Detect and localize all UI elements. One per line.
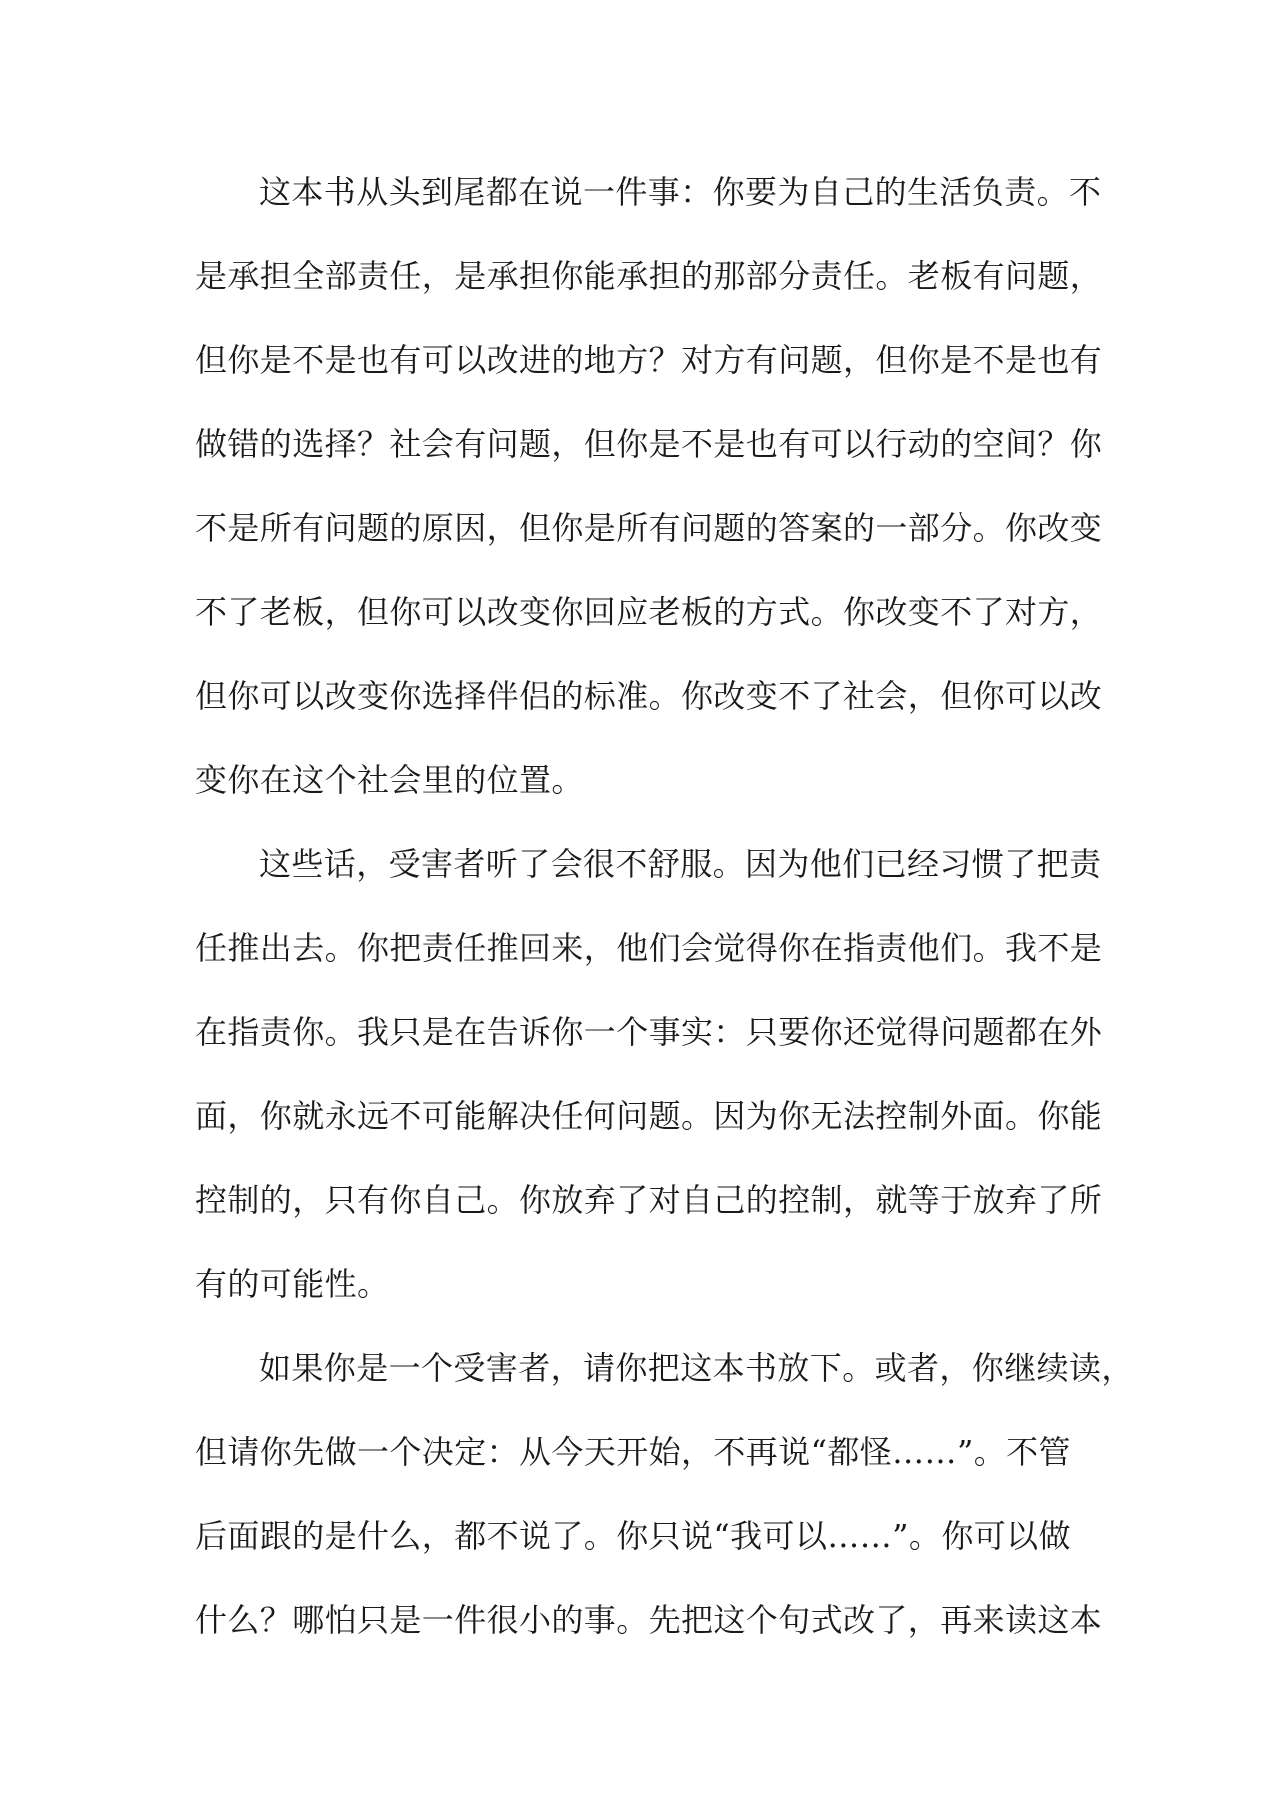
paragraph-line: 任推出去。你把责任推回来，他们会觉得你在指责他们。我不是: [195, 929, 1103, 967]
paragraph-line: 控制的，只有你自己。你放弃了对自己的控制，就等于放弃了所: [195, 1181, 1103, 1219]
paragraph-line: 做错的选择？社会有问题，但你是不是也有可以行动的空间？你: [195, 425, 1103, 463]
paragraph-line: 是承担全部责任，是承担你能承担的那部分责任。老板有问题，: [195, 257, 1103, 295]
paragraph-line: 不了老板，但你可以改变你回应老板的方式。你改变不了对方，: [195, 593, 1103, 631]
paragraph-line: 不是所有问题的原因，但你是所有问题的答案的一部分。你改变: [195, 509, 1103, 547]
paragraph-line: 但请你先做一个决定：从今天开始，不再说“都怪……”。不管: [195, 1433, 1071, 1471]
paragraph-line: 变你在这个社会里的位置。: [195, 761, 584, 799]
paragraph-line: 但你是不是也有可以改进的地方？对方有问题，但你是不是也有: [195, 341, 1103, 379]
paragraph-line: 有的可能性。: [195, 1265, 390, 1303]
paragraph-line: 在指责你。我只是在告诉你一个事实：只要你还觉得问题都在外: [195, 1013, 1103, 1051]
paragraph-line: 这些话，受害者听了会很不舒服。因为他们已经习惯了把责: [259, 845, 1102, 883]
paragraph-line: 如果你是一个受害者，请你把这本书放下。或者，你继续读，: [259, 1349, 1134, 1387]
paragraph-line: 这本书从头到尾都在说一件事：你要为自己的生活负责。不: [259, 173, 1102, 211]
paragraph-line: 面，你就永远不可能解决任何问题。因为你无法控制外面。你能: [195, 1097, 1103, 1135]
paragraph-line: 后面跟的是什么，都不说了。你只说“我可以……”。你可以做: [195, 1517, 1071, 1555]
paragraph-line: 什么？哪怕只是一件很小的事。先把这个句式改了，再来读这本: [195, 1601, 1103, 1639]
paragraph-line: 但你可以改变你选择伴侣的标准。你改变不了社会，但你可以改: [195, 677, 1103, 715]
